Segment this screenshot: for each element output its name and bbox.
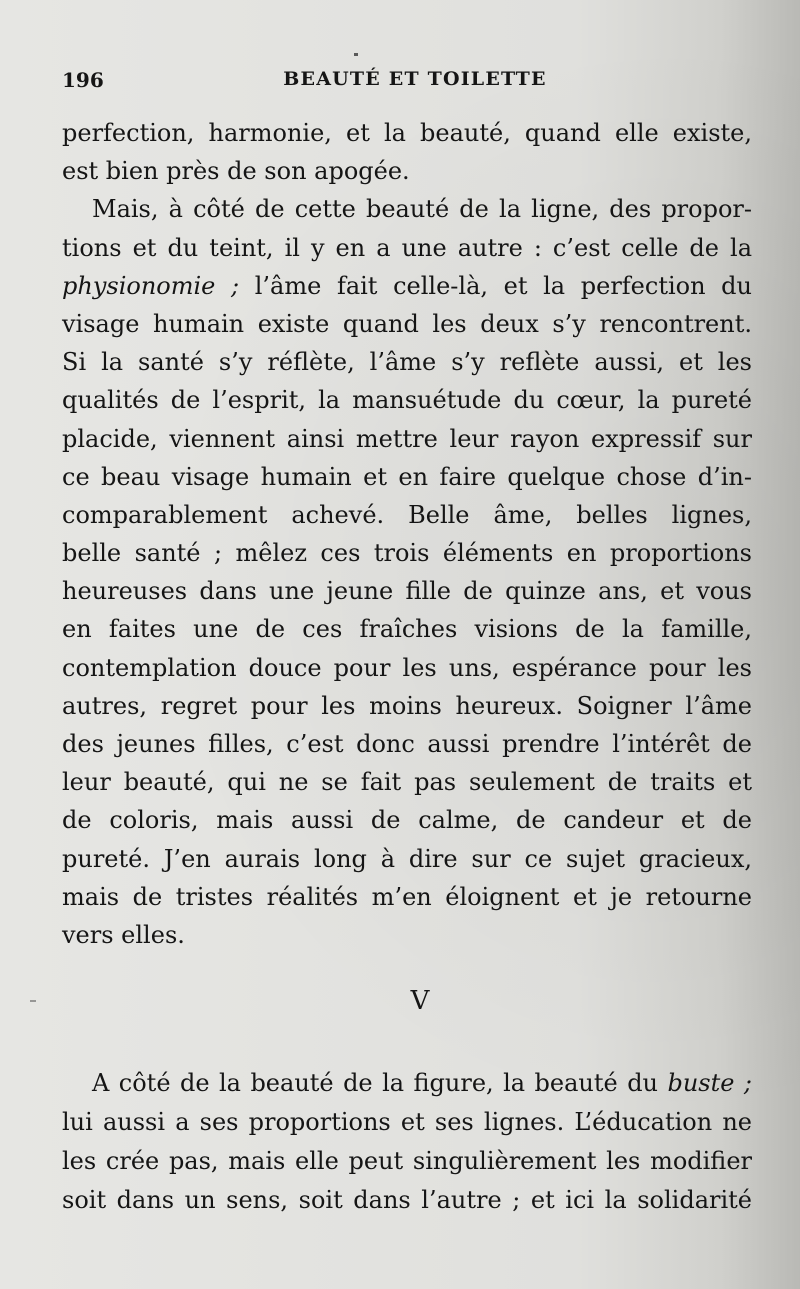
- running-title: BEAUTÉ ET TOILETTE: [283, 68, 547, 90]
- text-fragment: l’âme fait celle-là, et la perfection du: [239, 271, 753, 300]
- text-line: leur beauté, qui ne se fait pas seulement de traits et: [62, 768, 752, 797]
- page-number: 196: [62, 68, 104, 92]
- page-header: [62, 68, 758, 102]
- text-line: des jeunes filles, c’est donc aussi prendre l’intérêt de: [62, 730, 752, 758]
- text-line: comparablement achevé. Belle âme, belles lignes,: [62, 500, 752, 529]
- text-line: contemplation douce pour les uns, espérance pour les: [62, 653, 752, 682]
- text-line: heureuses dans une jeune fille de quinze ans, et vous: [62, 577, 752, 606]
- italic-term: physionomie ;: [62, 271, 240, 300]
- text-line: mais de tristes réalités m’en éloignent et je retourne: [62, 882, 752, 911]
- text-line: est bien près de son apogée.: [62, 157, 410, 186]
- text-line: Mais, à côté de cette beauté de la ligne, des propor-: [92, 195, 752, 224]
- text-line: tions et du teint, il y en a une autre : c’est celle de la: [62, 233, 752, 262]
- text-line: pureté. J’en aurais long à dire sur ce sujet gracieux,: [62, 844, 752, 873]
- text-line: [62, 267, 752, 305]
- section-heading: V: [410, 986, 430, 1016]
- text-line: qualités de l’esprit, la mansuétude du cœur, la pureté: [62, 386, 752, 415]
- text-line: [62, 1064, 752, 1103]
- text-line: en faites une de ces fraîches visions de la famille,: [62, 615, 752, 644]
- text-line: vers elles.: [62, 920, 185, 949]
- ink-mark: [354, 53, 358, 56]
- text-line: les crée pas, mais elle peut singulièrement les modifier: [62, 1147, 752, 1175]
- text-line: visage humain existe quand les deux s’y rencontrent.: [62, 309, 752, 338]
- text-line: placide, viennent ainsi mettre leur rayon expressif sur: [62, 424, 752, 453]
- text-line: soit dans un sens, soit dans l’autre ; et ici la solidarité: [62, 1186, 752, 1214]
- text-fragment: A côté de la beauté de la figure, la beauté du: [92, 1069, 668, 1097]
- text-line: autres, regret pour les moins heureux. Soigner l’âme: [62, 691, 752, 720]
- main-text: [62, 114, 752, 954]
- text-line: de coloris, mais aussi de calme, de candeur et de: [62, 806, 752, 835]
- text-line: perfection, harmonie, et la beauté, quand elle existe,: [62, 119, 752, 147]
- text-line: ce beau visage humain et en faire quelque chose d’in-: [62, 462, 752, 491]
- text-line: lui aussi a ses proportions et ses lignes. L’éducation ne: [62, 1108, 752, 1136]
- text-line: Si la santé s’y réflète, l’âme s’y reflète aussi, et les: [62, 348, 752, 377]
- italic-term: buste ;: [667, 1069, 752, 1097]
- text-line: belle santé ; mêlez ces trois éléments en proportions: [62, 539, 752, 568]
- section-text: [62, 1064, 752, 1220]
